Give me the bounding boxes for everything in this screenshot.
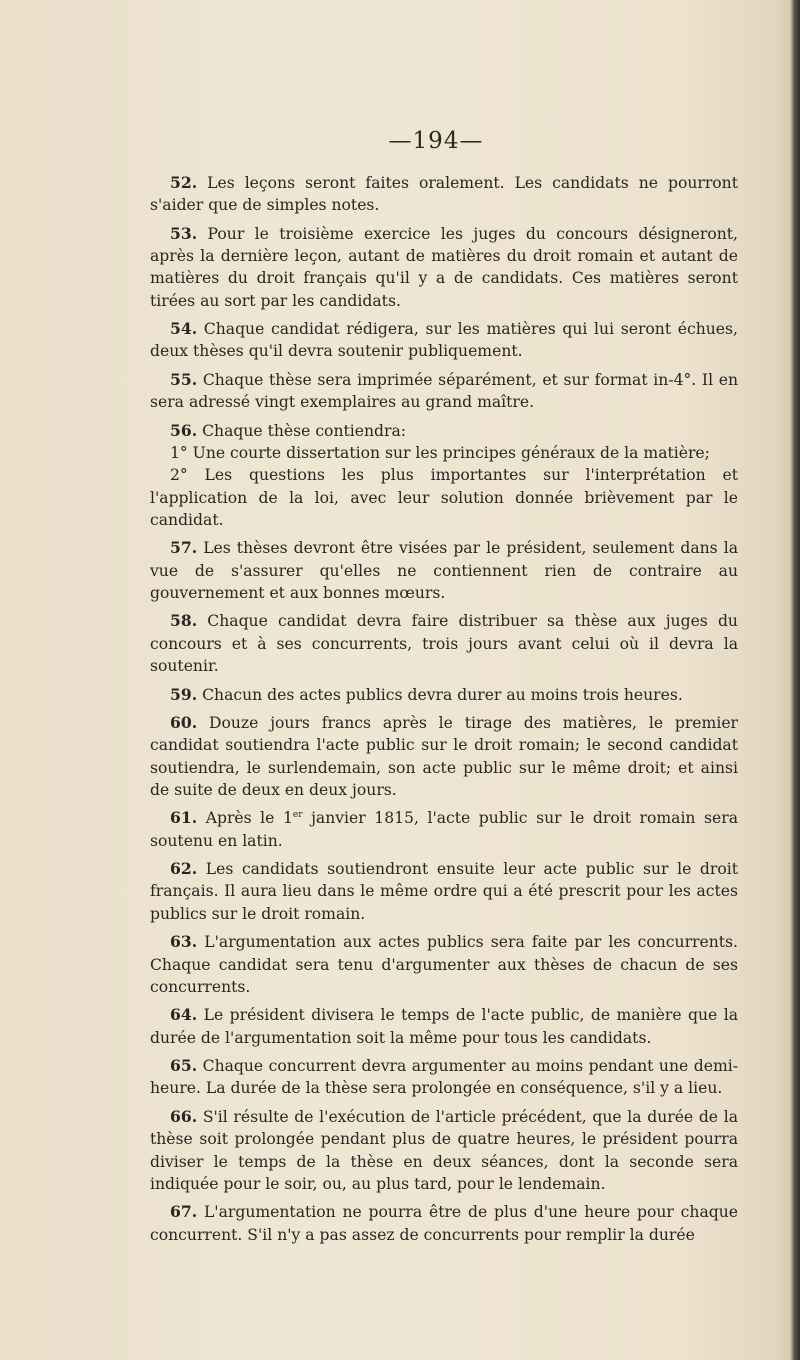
article-number: 56. <box>170 420 198 440</box>
article-number: 64. <box>170 1005 198 1025</box>
article-63 <box>150 931 738 998</box>
article-number: 57. <box>170 538 198 558</box>
article-text: Les thèses devront être visées par le président, seulement dans la vue de s'assurer qu'elles ne contiennent rien de contraire au gouvernement et aux bonnes mœurs. <box>150 539 738 602</box>
book-edge <box>790 0 800 1360</box>
article-62 <box>150 858 738 925</box>
superscript: er <box>292 810 303 821</box>
article-54 <box>150 318 738 363</box>
article-67 <box>150 1201 738 1246</box>
article-text: Chaque candidat rédigera, sur les matières qui lui seront échues, deux thèses qu'il devra soutenir publiquement. <box>150 320 738 361</box>
article-text: Chaque thèse contiendra: <box>202 421 406 440</box>
article-66 <box>150 1106 738 1195</box>
article-text: Le président divisera le temps de l'acte public, de manière que la durée de l'argumentation soit la même pour tous les candidats. <box>150 1006 738 1047</box>
article-52 <box>150 172 738 217</box>
article-number: 59. <box>170 684 198 704</box>
article-number: 65. <box>170 1056 198 1076</box>
article-number: 53. <box>170 223 198 243</box>
article-56-item-1 <box>150 442 738 464</box>
article-58 <box>150 610 738 677</box>
article-text: Les candidats soutiendront ensuite leur acte public sur le droit français. Il aura lieu dans le même ordre qui a été prescrit pour les actes publics sur le droit romain. <box>150 860 738 923</box>
article-text: Pour le troisième exercice les juges du concours désigneront, après la dernière leçon, autant de matières du droit romain et autant de matières du droit français qu'il y a de candidats. Ces matières seront tirées au sort par les candidats. <box>150 224 738 310</box>
article-number: 55. <box>170 369 198 389</box>
article-text-continued: janvier 1815, l'acte public sur le droit romain sera soutenu en latin. <box>150 809 739 850</box>
article-56 <box>150 420 738 442</box>
article-text: Chaque candidat devra faire distribuer sa thèse aux juges du concours et à ses concurrents, trois jours avant celui où il devra la soutenir. <box>150 612 738 676</box>
text-body <box>150 172 738 1252</box>
article-text: L'argumentation ne pourra être de plus d'une heure pour chaque concurrent. S'il n'y a pas assez de concurrents pour remplir la durée <box>150 1203 738 1244</box>
article-number: 63. <box>170 932 198 952</box>
list-item-text: 2° Les questions les plus importantes sur l'interprétation et l'application de la loi, avec leur solution donnée brièvement par le candidat. <box>150 466 738 529</box>
article-number: 60. <box>170 713 198 733</box>
article-number: 66. <box>170 1106 198 1126</box>
article-text: Après le 1 <box>205 809 293 828</box>
list-item-text: 1° Une courte dissertation sur les principes généraux de la matière; <box>170 444 710 463</box>
article-56-item-2 <box>150 464 738 531</box>
article-text: Chaque thèse sera imprimée séparément, et sur format in-4°. Il en sera adressé vingt exemplaires au grand maître. <box>150 370 738 412</box>
article-55 <box>150 369 738 414</box>
article-64 <box>150 1004 738 1049</box>
article-61 <box>150 807 738 852</box>
page-number: —194— <box>388 128 484 154</box>
article-53 <box>150 223 738 312</box>
article-number: 54. <box>170 319 198 339</box>
article-text: Chacun des actes publics devra durer au moins trois heures. <box>202 685 683 704</box>
article-text: S'il résulte de l'exécution de l'article précédent, que la durée de la thèse soit prolongée pendant plus de quatre heures, le président pourra diviser le temps de la thèse en deux séances, dont la seconde sera indiquée pour le soir, ou, au plus tard, pour le lendemain. <box>150 1107 738 1193</box>
article-number: 62. <box>170 859 198 879</box>
article-number: 67. <box>170 1202 198 1222</box>
article-text: L'argumentation aux actes publics sera faite par les concurrents. Chaque candidat sera tenu d'argumenter aux thèses de chacun de ses concurrents. <box>150 933 738 996</box>
article-65 <box>150 1055 738 1100</box>
article-60 <box>150 712 738 801</box>
article-number: 61. <box>170 808 198 828</box>
article-text: Douze jours francs après le tirage des matières, le premier candidat soutiendra l'acte public sur le droit romain; le second candidat soutiendra, le surlendemain, son acte public sur le même droit; et ainsi de suite de deux en deux jours. <box>150 714 738 799</box>
article-number: 52. <box>170 173 198 192</box>
article-57 <box>150 537 738 604</box>
article-text: Chaque concurrent devra argumenter au moins pendant une demi-heure. La durée de la thèse sera prolongée en conséquence, s'il y a lieu. <box>150 1057 738 1098</box>
article-59 <box>150 684 738 706</box>
article-number: 58. <box>170 611 198 631</box>
article-text: Les leçons seront faites oralement. Les candidats ne pourront s'aider que de simples notes. <box>150 174 738 215</box>
